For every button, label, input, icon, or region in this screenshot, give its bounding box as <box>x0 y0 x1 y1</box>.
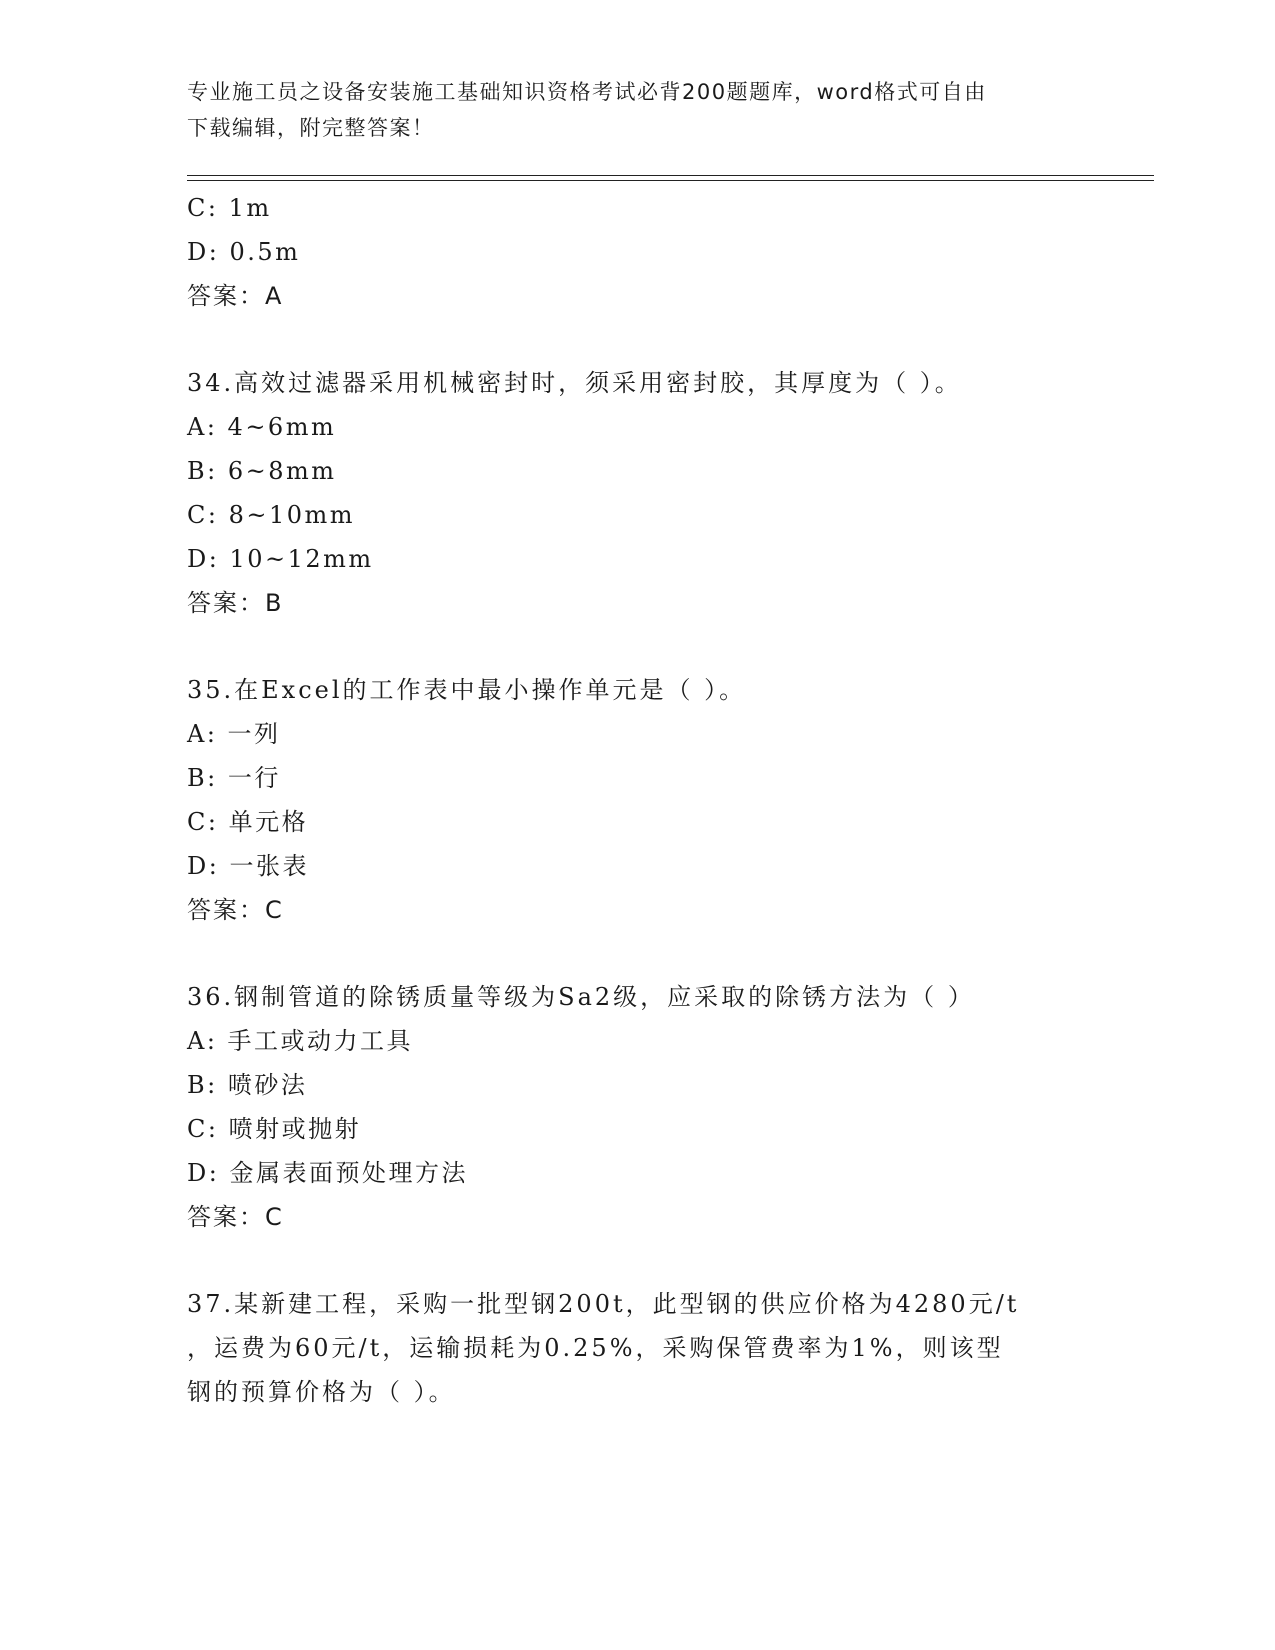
document-header <box>187 74 1067 146</box>
q34-option-b: B: 6~8mm <box>187 457 337 485</box>
q35-option-d: D: 一张表 <box>187 852 309 880</box>
q35-option-b: B: 一行 <box>187 764 281 792</box>
q34-option-c: C: 8~10mm <box>187 501 356 529</box>
question-37-line-1: 37.某新建工程，采购一批型钢200t，此型钢的供应价格为4280元/t <box>187 1290 1020 1318</box>
option-d: D: 0.5m <box>187 238 301 266</box>
q36-option-c: C: 喷射或抛射 <box>187 1115 362 1143</box>
q34-answer: 答案：B <box>187 589 284 617</box>
q34-option-d: D: 10~12mm <box>187 545 374 573</box>
q35-option-a: A: 一列 <box>187 720 281 748</box>
question-36: 36.钢制管道的除锈质量等级为Sa2级，应采取的除锈方法为（ ） <box>187 983 975 1011</box>
q35-answer: 答案：C <box>187 896 284 924</box>
question-37-line-2: ，运费为60元/t，运输损耗为0.25%，采购保管费率为1%，则该型 <box>187 1334 1004 1362</box>
q36-option-b: B: 喷砂法 <box>187 1071 308 1099</box>
q36-option-d: D: 金属表面预处理方法 <box>187 1159 468 1187</box>
q36-answer: 答案：C <box>187 1203 284 1231</box>
header-divider-top <box>187 175 1154 176</box>
question-37-line-3: 钢的预算价格为（ ）。 <box>187 1378 456 1406</box>
q36-option-a: A: 手工或动力工具 <box>187 1027 414 1055</box>
q35-option-c: C: 单元格 <box>187 808 309 836</box>
option-c: C: 1m <box>187 194 272 222</box>
header-title-line-2: 下载编辑，附完整答案！ <box>187 116 435 140</box>
answer-label: 答案：A <box>187 282 284 310</box>
question-35: 35.在Excel的工作表中最小操作单元是（ ）。 <box>187 676 747 704</box>
q34-option-a: A: 4~6mm <box>187 413 337 441</box>
question-34: 34.高效过滤器采用机械密封时，须采用密封胶，其厚度为（ ）。 <box>187 369 962 397</box>
header-divider-bottom <box>187 180 1154 181</box>
header-title-line-1: 专业施工员之设备安装施工基础知识资格考试必背200题题库，word格式可自由 <box>187 80 987 104</box>
